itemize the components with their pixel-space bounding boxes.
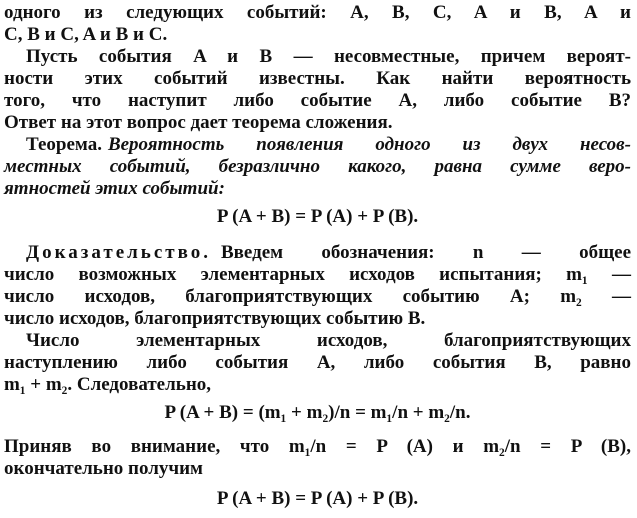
text-line: Пусть события A и B — несовместные, причем вероят-: [26, 46, 631, 67]
proof-line: [26, 242, 631, 264]
text-line: Введем обозначения: n — общее: [221, 242, 631, 263]
theorem-line: [26, 134, 631, 156]
text-line: m₁ + m₂. Следовательно,: [4, 374, 212, 395]
text-line: окончательно получим: [4, 458, 203, 479]
formula-derivation: P (A + B) = (m₁ + m₂)/n = m₁/n + m₂/n.: [164, 402, 471, 423]
text-line: Ответ на этот вопрос дает теорема сложения.: [4, 112, 393, 133]
text-line: ности этих событий известны. Как найти вероятность: [4, 68, 631, 89]
text-line: того, что наступит либо событие A, либо событие B?: [4, 90, 631, 111]
proof-label: Доказательство.: [26, 242, 211, 263]
text-line: одного из следующих событий: A, B, C, A и B, A и: [4, 2, 631, 23]
theorem-text: местных событий, безразлично какого, равна сумме веро-: [4, 156, 631, 177]
text-line: число исходов, благоприятствующих событию A; m₂ —: [4, 286, 631, 307]
theorem-text: ятностей этих событий:: [4, 178, 225, 199]
text-line: число исходов, благоприятствующих событию B.: [4, 308, 426, 329]
formula-sum: P (A + B) = P (A) + P (B).: [216, 206, 419, 227]
theorem-text: Вероятность появления одного из двух несов-: [107, 134, 631, 155]
text-line: наступлению либо события A, либо события B, равно: [4, 352, 631, 373]
text-line: Число элементарных исходов, благоприятствующих: [26, 330, 631, 351]
text-line: число возможных элементарных исходов испытания; m₁ —: [4, 264, 631, 285]
formula-result: P (A + B) = P (A) + P (B).: [216, 488, 419, 509]
text-line: C, B и C, A и B и C.: [4, 24, 168, 45]
text-line: Приняв во внимание, что m₁/n = P (A) и m₂/n = P (B),: [4, 436, 631, 457]
theorem-label: Теорема.: [26, 134, 102, 155]
